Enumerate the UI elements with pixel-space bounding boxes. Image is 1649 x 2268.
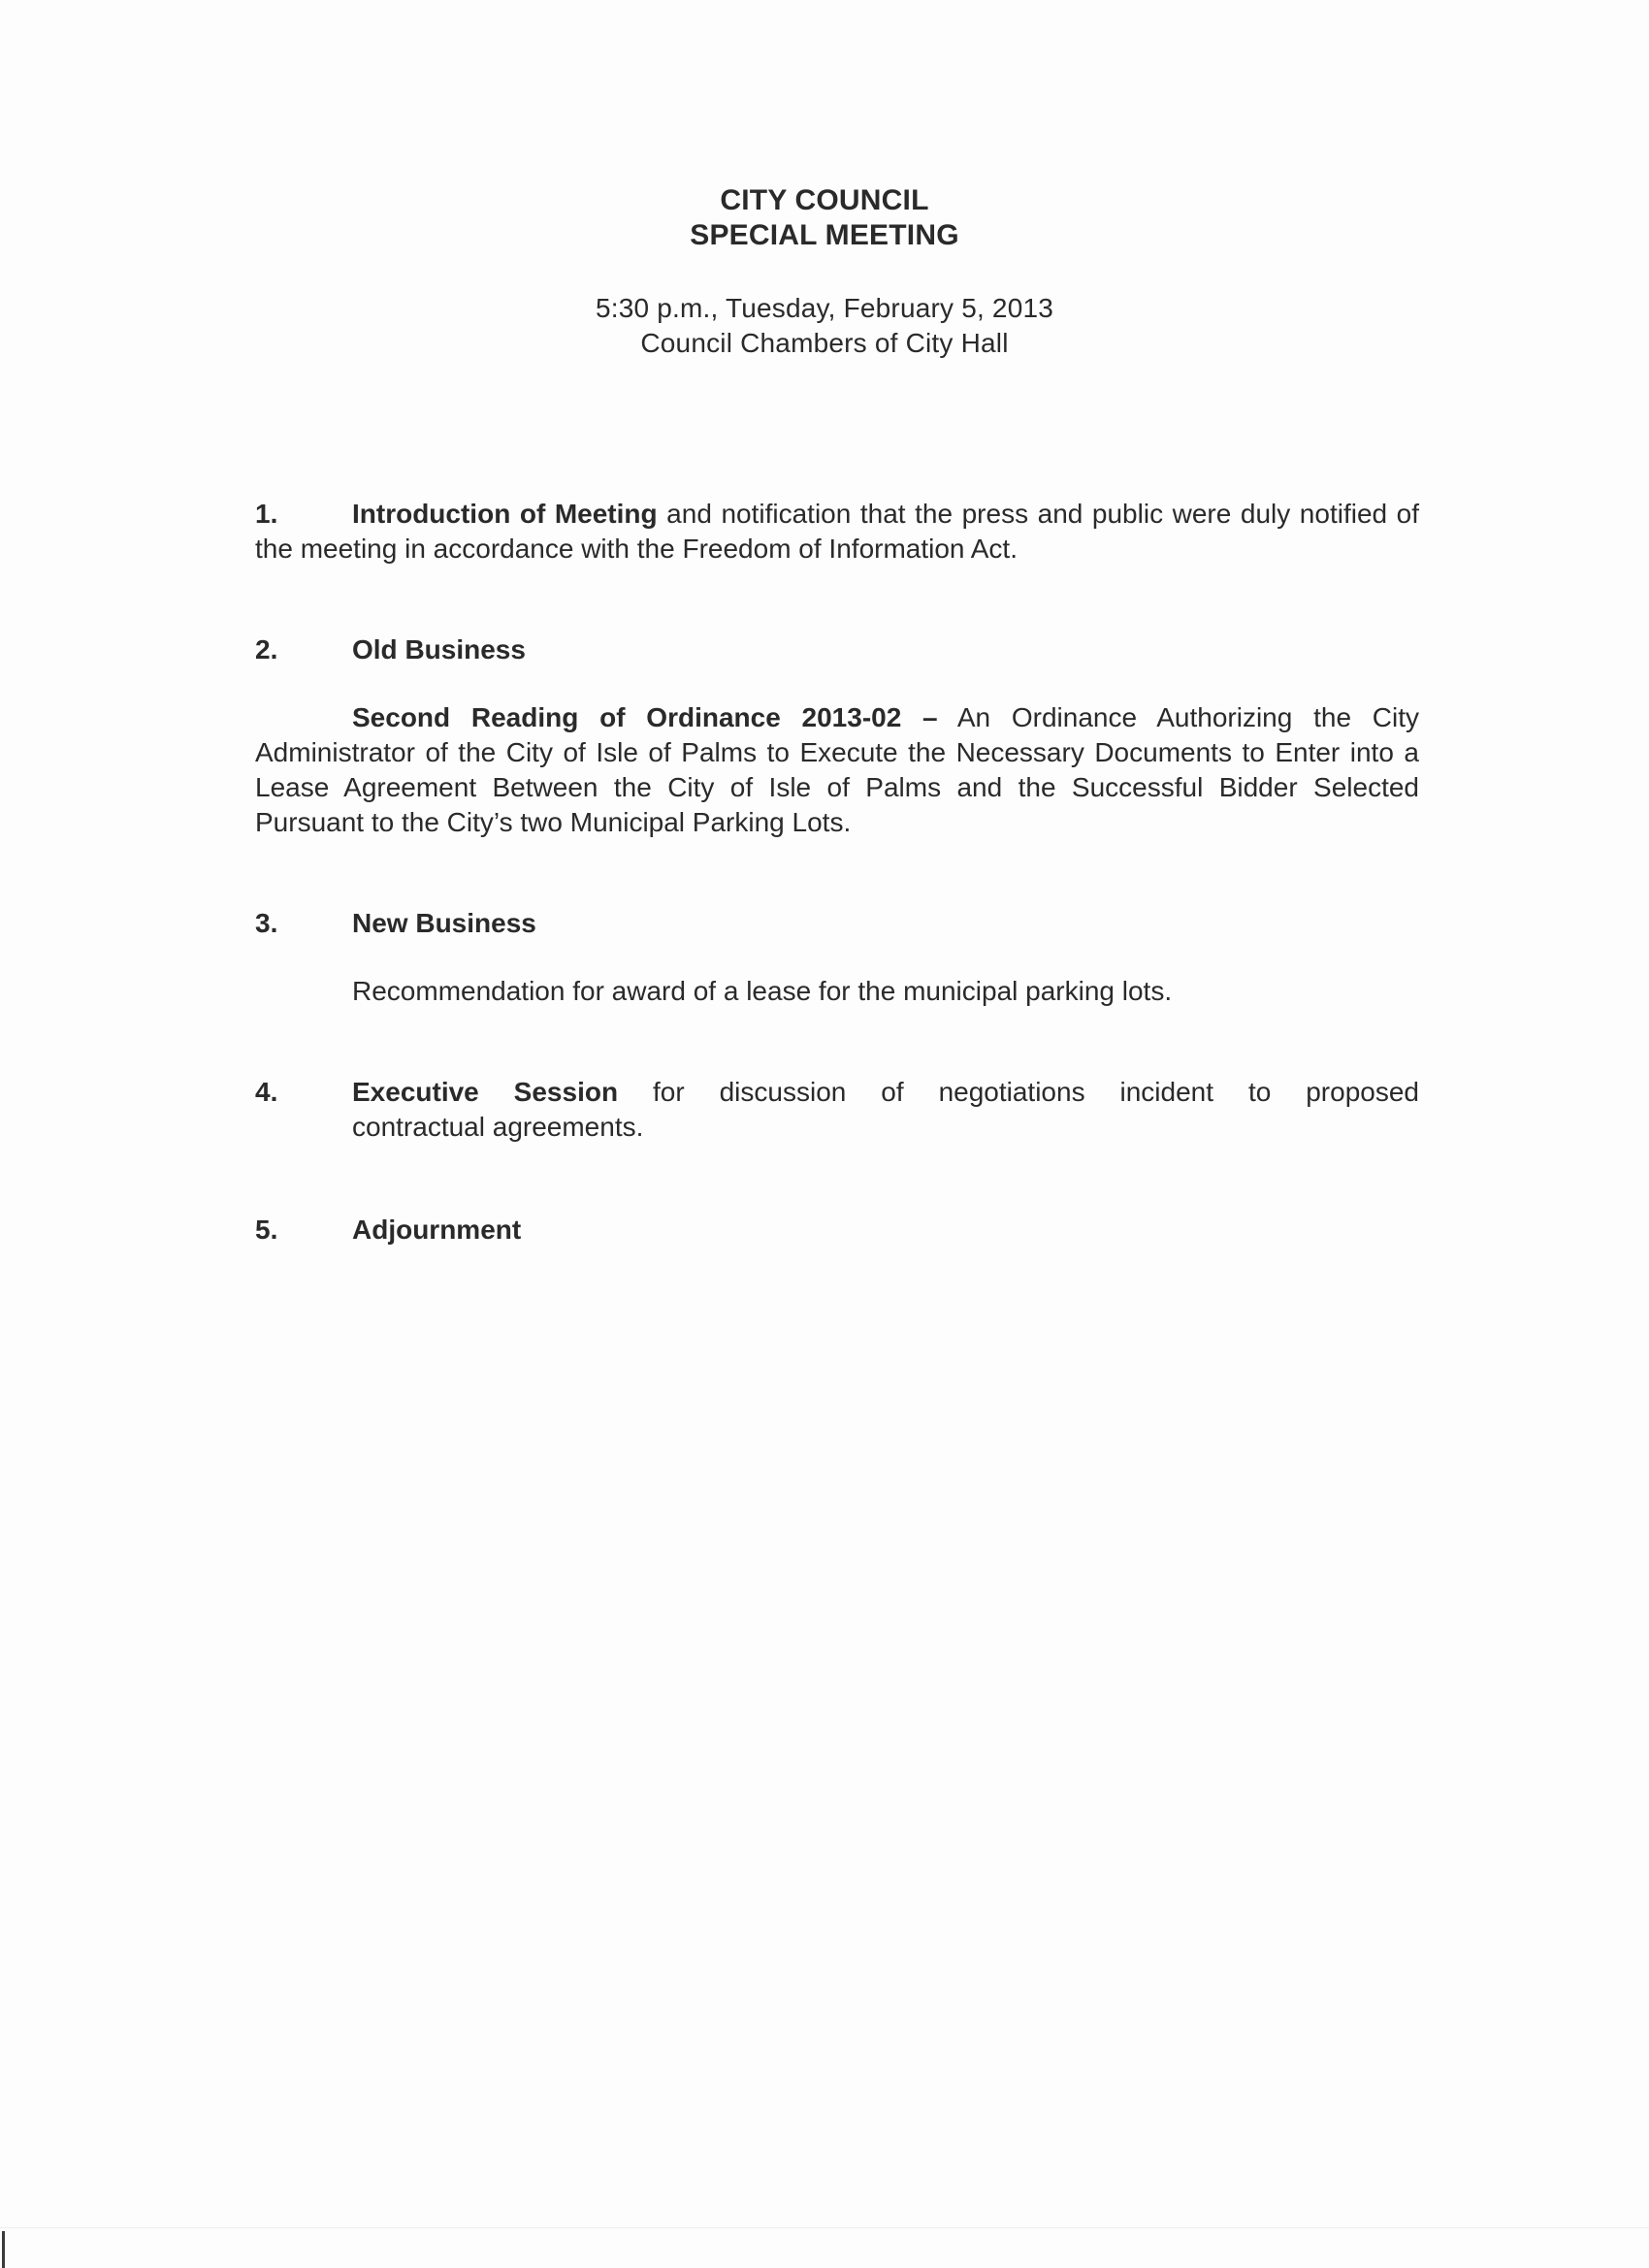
agenda-item-text: and notification that the press and public were duly notified of the meeting in accordance with the Freedom of Information Act. [255,499,1419,564]
agenda-item-number: 1. [255,499,278,529]
agenda-item-heading: Adjournment [352,1215,522,1245]
document-title: CITY COUNCIL [720,184,929,216]
agenda-item-heading: Introduction of Meeting [352,499,658,529]
scan-edge-mark [2,2231,5,2268]
agenda-item-number: 3. [255,908,278,938]
agenda-item-heading: Old Business [352,634,526,664]
agenda-item-5 [255,1213,1419,1247]
agenda-item-3 [255,906,1419,941]
document-subtitle: SPECIAL MEETING [690,219,959,251]
agenda-item-1 [255,497,1419,567]
agenda-item-2 [255,632,1419,667]
ordinance-heading: Second Reading of Ordinance 2013-02 – [352,702,938,732]
agenda-item-number: 4. [255,1077,278,1107]
meeting-time-date: 5:30 p.m., Tuesday, February 5, 2013 [595,293,1054,323]
agenda-item-text: Recommendation for award of a lease for the municipal parking lots. [352,976,1173,1006]
agenda-item-4 [255,1075,1419,1145]
agenda-item-text: for discussion of negotiations incident to proposed [618,1077,1419,1107]
ordinance-paragraph [255,700,1419,840]
agenda-item-heading: New Business [352,908,536,938]
scan-artifact-line [0,2227,1649,2228]
agenda-item-text-continued: contractual agreements. [352,1112,644,1142]
agenda-item-number: 5. [255,1215,278,1245]
meeting-location: Council Chambers of City Hall [640,328,1009,358]
ordinance-text: An Ordinance Authorizing the City Administrator of the City of Isle of Palms to Execute the Necessary Documents to Enter into a Lease Agreement Between the City of Isle of Palms and the Successful Bidder Selected Pursuant to the City’s two Municipal Parking Lots. [255,702,1419,837]
agenda-item-heading: Executive Session [352,1077,619,1107]
agenda-item-number: 2. [255,634,278,664]
